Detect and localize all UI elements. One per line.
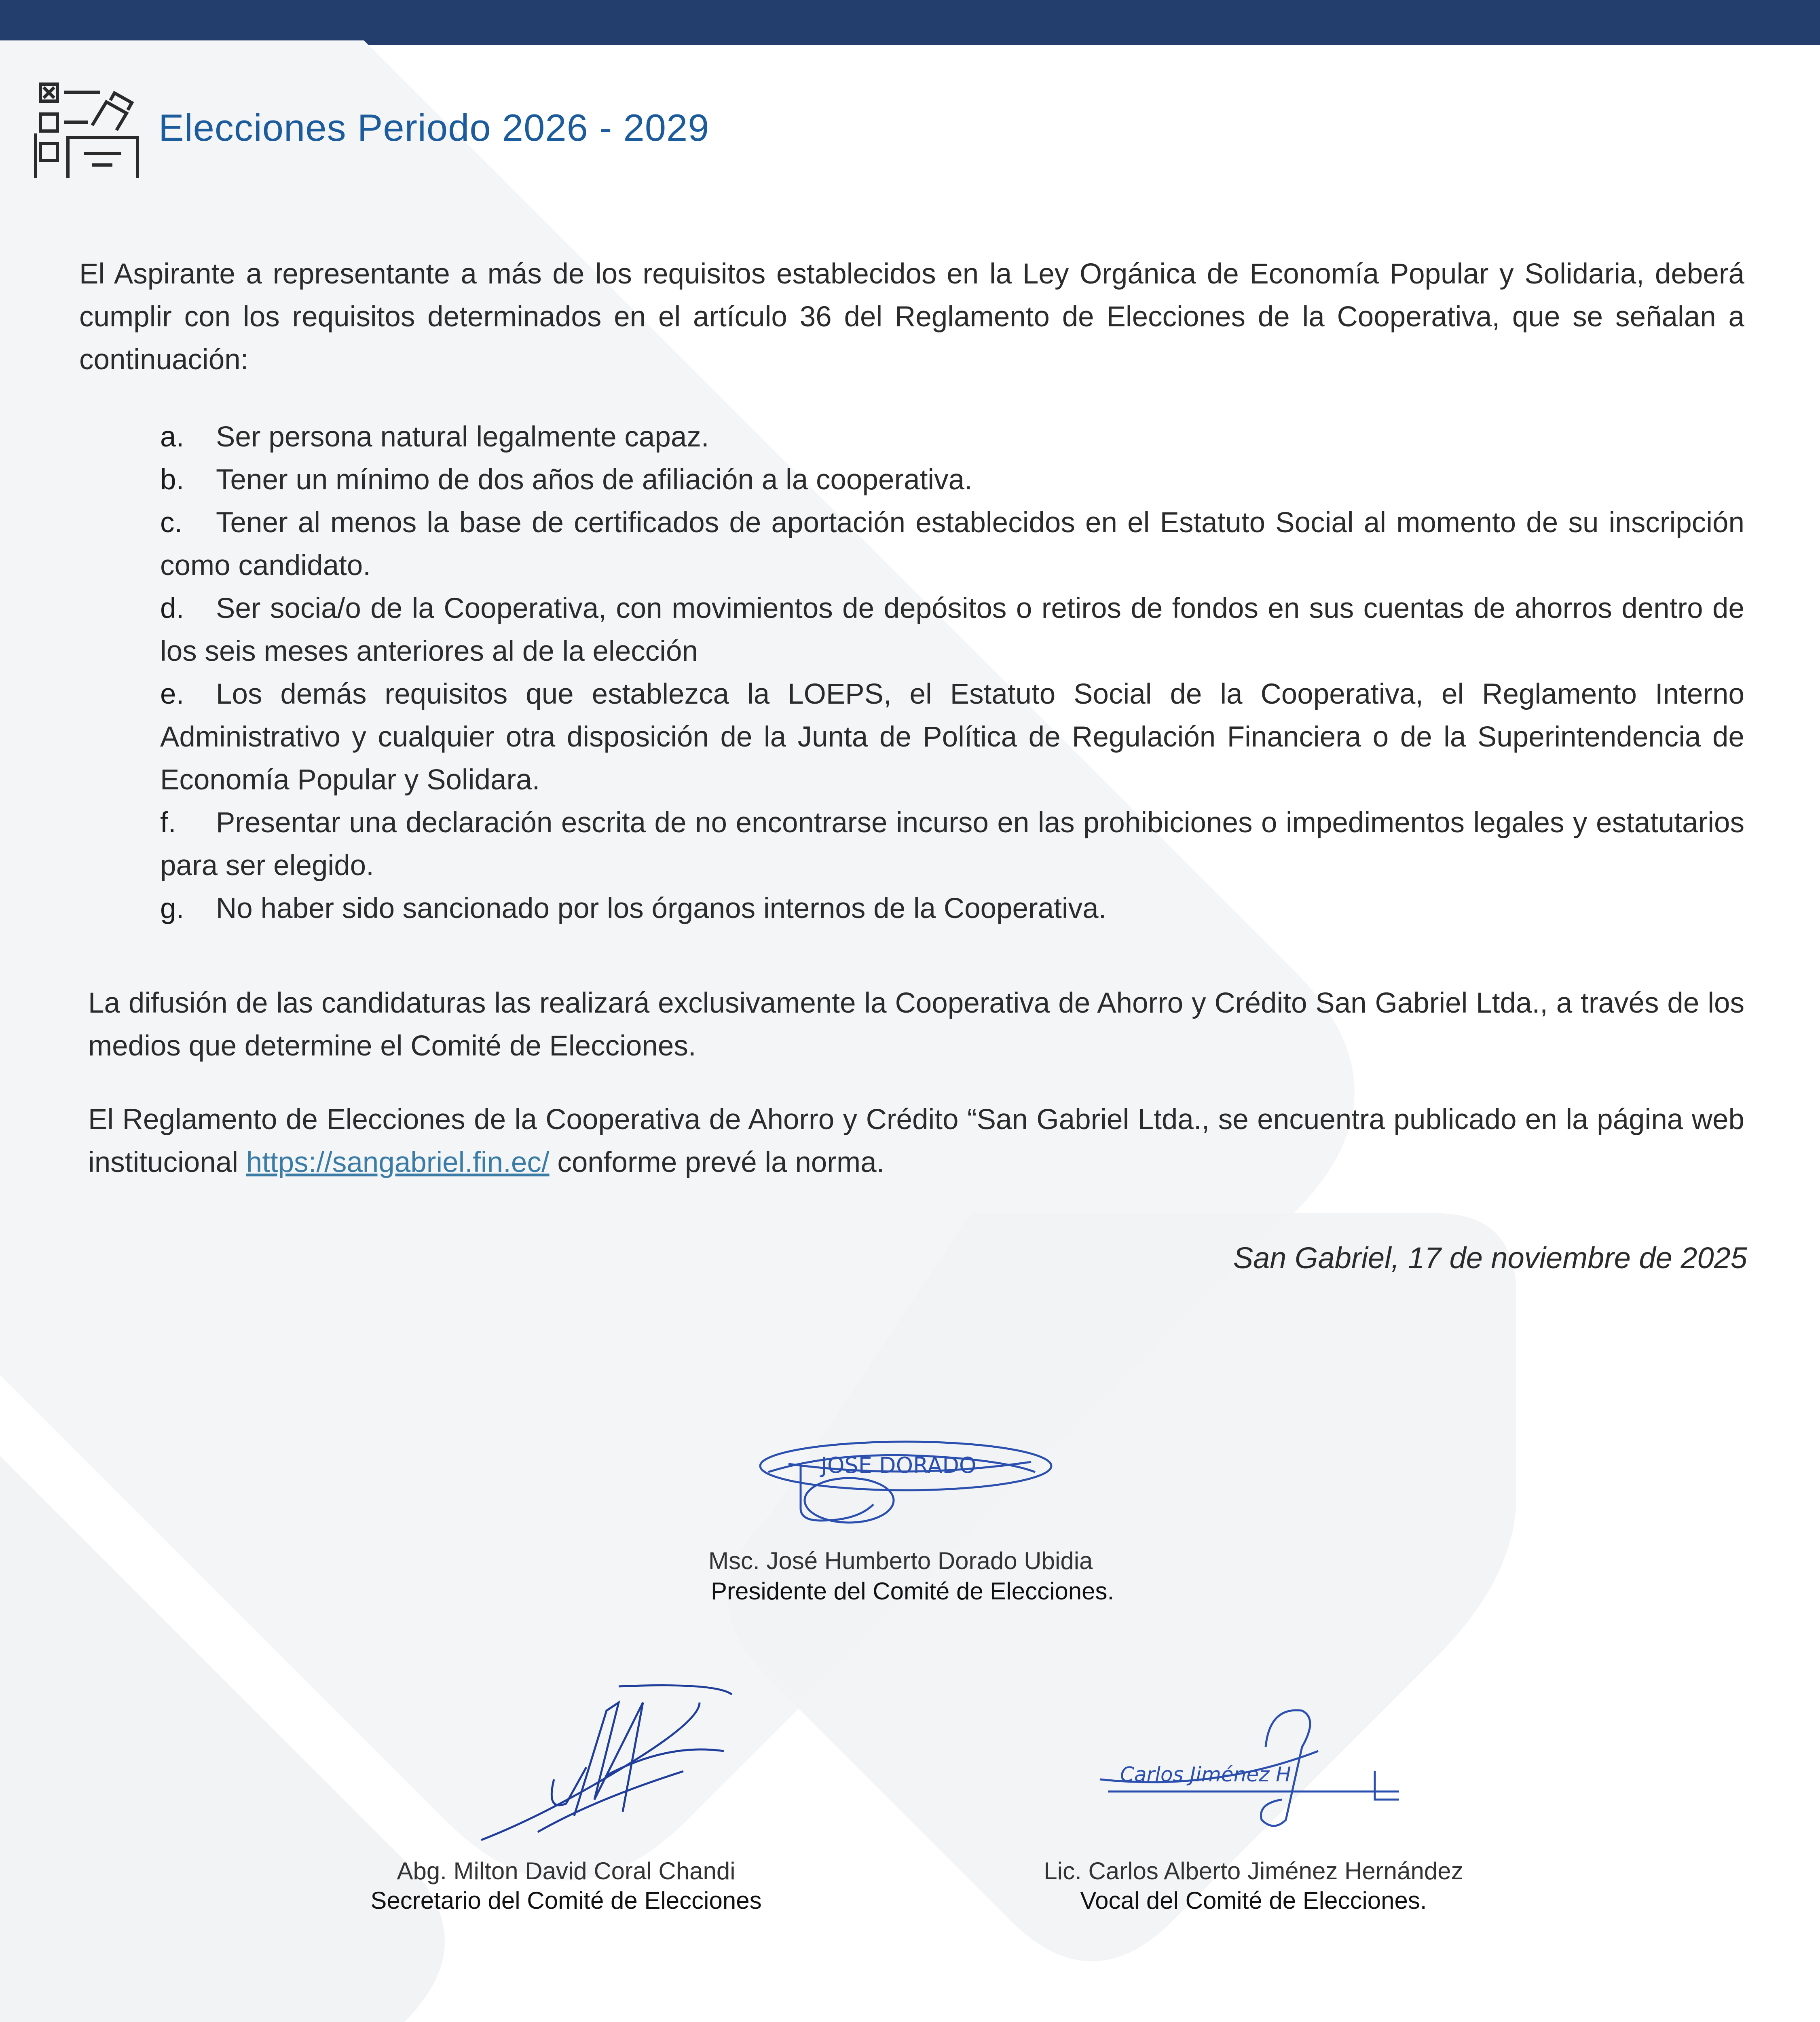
page-title: Elecciones Periodo 2026 - 2029 <box>159 106 710 149</box>
place-date: San Gabriel, 17 de noviembre de 2025 <box>1233 1241 1747 1275</box>
list-item <box>160 587 1744 673</box>
list-item-letter: c. <box>160 507 183 539</box>
diffusion-paragraph: La difusión de las candidaturas las realizará exclusivamente la Cooperativa de Ahorro y Crédito San Gabriel Ltda., a través de los medios que determine el Comité de Elecciones. <box>88 987 1744 1062</box>
list-item-letter: g. <box>160 893 184 924</box>
intro-paragraph: El Aspirante a representante a más de los requisitos establecidos en la Ley Orgánica de Economía Popular y Solidaria, deberá cumplir con los requisitos determinados en el artículo 36 del Reglamento de Elecciones de la Cooperativa, que se señalan a continuación: <box>79 258 1744 376</box>
list-item <box>160 887 1744 930</box>
list-item-letter: d. <box>160 592 184 624</box>
list-item-text: No haber sido sancionado por los órganos internos de la Cooperativa. <box>216 893 1107 924</box>
list-item <box>160 416 1744 459</box>
list-item <box>160 802 1744 887</box>
list-item-letter: a. <box>160 421 184 453</box>
list-item-text: Presentar una declaración escrita de no encontrarse incurso en las prohibiciones o impedimentos legales y estatutarios para ser elegido. <box>160 807 1744 882</box>
list-item-text: Ser persona natural legalmente capaz. <box>216 421 709 453</box>
list-item-letter: e. <box>160 678 184 710</box>
regulation-text: El Reglamento de Elecciones de la Cooperativa de Ahorro y Crédito “San Gabriel Ltda., se encuentra publicado en la página web institucional <box>88 1104 1744 1178</box>
signer-name-president: Msc. José Humberto Dorado Ubidia <box>708 1547 1093 1574</box>
signature-president <box>752 1428 1059 1537</box>
ballot-box-checklist-icon <box>32 77 142 182</box>
list-item <box>103 501 1744 587</box>
requirements-list <box>160 416 1744 930</box>
list-item-text: Tener al menos la base de certificados de aportación establecidos en el Estatuto Social al momento de su inscripción como candidato. <box>160 507 1744 582</box>
regulation-paragraph <box>88 1098 1744 1184</box>
list-item <box>160 459 1744 501</box>
signer-role-secretary: Secretario del Comité de Elecciones <box>370 1887 762 1914</box>
list-item-letter: b. <box>160 464 184 496</box>
signer-name-vocal: Lic. Carlos Alberto Jiménez Hernández <box>1044 1857 1463 1885</box>
signer-role-vocal: Vocal del Comité de Elecciones. <box>1080 1887 1427 1914</box>
list-item <box>160 673 1744 802</box>
list-item-text: Los demás requisitos que establezca la LOEPS, el Estatuto Social de la Cooperativa, el Reglamento Interno Administrativo y cualquier otra disposición de la Junta de Política de Regulación Financiera o de la Superintendencia de Economía Popular y Solidara. <box>160 678 1744 796</box>
signer-name-secretary: Abg. Milton David Coral Chandi <box>397 1857 736 1885</box>
list-item-letter: f. <box>160 807 176 839</box>
signature-vocal <box>1092 1698 1415 1836</box>
regulation-text-end: conforme prevé la norma. <box>549 1146 885 1178</box>
signature-vocal-text: Carlos Jiménez H <box>1120 1763 1291 1786</box>
signature-secretary <box>473 1678 736 1848</box>
website-link[interactable]: https://sangabriel.fin.ec/ <box>246 1146 550 1178</box>
signature-president-text: JOSE DORADO <box>821 1453 977 1478</box>
signer-role-president: Presidente del Comité de Elecciones. <box>711 1578 1114 1605</box>
list-item-text: Ser socia/o de la Cooperativa, con movimientos de depósitos o retiros de fondos en sus cuentas de ahorros dentro de los seis meses anteriores al de la elección <box>160 592 1744 667</box>
list-item-text: Tener un mínimo de dos años de afiliación a la cooperativa. <box>216 464 972 496</box>
